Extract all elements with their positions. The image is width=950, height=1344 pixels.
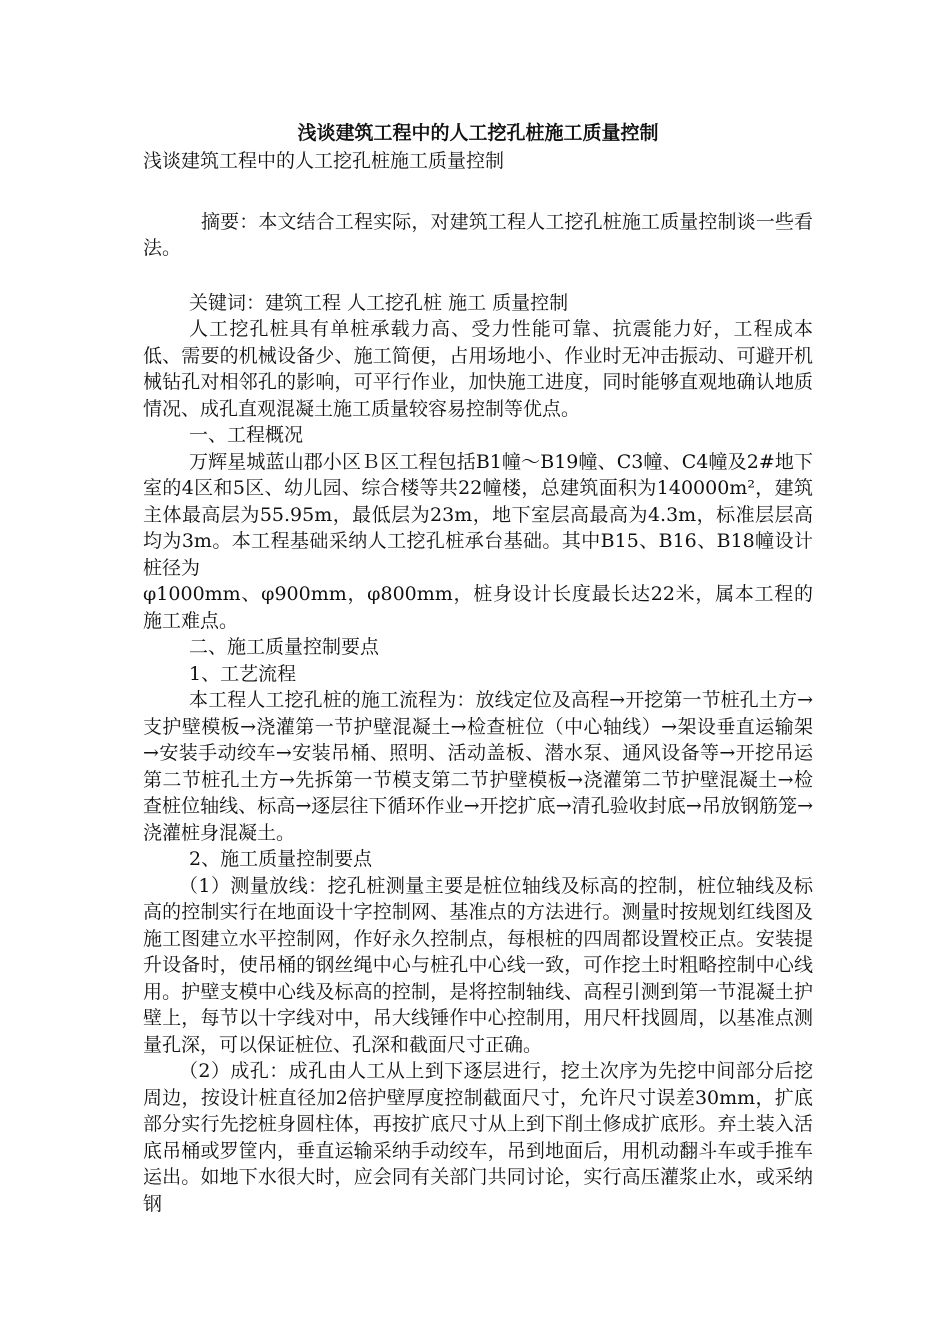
spacer <box>143 262 813 290</box>
document-subtitle: 浅谈建筑工程中的人工挖孔桩施工质量控制 <box>143 150 505 172</box>
section-heading-quality: 二、施工质量控制要点 <box>189 636 380 658</box>
point-survey-paragraph: （1）测量放线：挖孔桩测量主要是桩位轴线及标高的控制，桩位轴线及标高的控制实行在地面设十字控制网、基准点的方法进行。测量时按规划红线图及施工图建立水平控制网，作好永久控制点，每根桩的四周都设置校正点。安装提升设备时，使吊桶的钢丝绳中心与桩孔中心线一致，可作挖土时粗略控制中心线用。护壁支模中心线及标高的控制，是将控制轴线、高程引测到第一节混凝土护壁上，每节以十字线对中，吊大线锤作中心控制用，用尺杆找圆周，以基准点测量孔深，可以保证桩位、孔深和截面尺寸正确。 <box>143 874 813 1056</box>
document-page <box>143 118 813 1217</box>
overview-paragraph-continued: φ1000mm、φ900mm，φ800mm，桩身设计长度最长达22米，属本工程的施工难点。 <box>143 583 813 632</box>
intro-paragraph: 人工挖孔桩具有单桩承载力高、受力性能可靠、抗震能力好，工程成本低、需要的机械设备少、施工简便，占用场地小、作业时无冲击振动、可避开机械钻孔对相邻孔的影响，可平行作业，加快施工进度，同时能够直观地确认地质情况、成孔直观混凝土施工质量较容易控制等优点。 <box>143 318 813 420</box>
subsection-heading-process: 1、工艺流程 <box>189 662 297 685</box>
abstract-paragraph: 摘要：本文结合工程实际，对建筑工程人工挖孔桩施工质量控制谈一些看法。 <box>143 210 813 259</box>
subsection-heading-control: 2、施工质量控制要点 <box>189 848 373 870</box>
keywords-line: 关键词：建筑工程 人工挖孔桩 施工 质量控制 <box>189 291 569 314</box>
section-heading-overview: 一、工程概况 <box>189 424 304 446</box>
overview-paragraph: 万辉星城蓝山郡小区Ｂ区工程包括B1幢～B19幢、C3幢、C4幢及2#地下室的4区和5区、幼儿园、综合楼等共22幢楼，总建筑面积为140000m²，建筑主体最高层为55.95m，最低层为23m，地下室层高最高为4.3m，标准层层高均为3m。本工程基础采纳人工挖孔桩承台基础。其中B15、B16、B18幢设计桩径为 <box>143 450 813 579</box>
spacer <box>143 175 813 209</box>
document-title: 浅谈建筑工程中的人工挖孔桩施工质量控制 <box>297 122 659 144</box>
process-paragraph: 本工程人工挖孔桩的施工流程为：放线定位及高程→开挖第一节桩孔土方→支护壁模板→浇灌第一节护壁混凝土→检查桩位（中心轴线）→架设垂直运输架→安装手动绞车→安装吊桶、照明、活动盖板、潜水泵、通风设备等→开挖吊运第二节桩孔土方→先拆第一节模支第二节护壁模板→浇灌第二节护壁混凝土→检查桩位轴线、标高→逐层往下循环作业→开挖扩底→清孔验收封底→吊放钢筋笼→浇灌桩身混凝土。 <box>143 689 813 844</box>
point-hole-paragraph: （2）成孔：成孔由人工从上到下逐层进行，挖土次序为先挖中间部分后挖周边，按设计桩直径加2倍护壁厚度控制截面尺寸，允许尺寸误差30mm，扩底部分实行先挖桩身圆柱体，再按扩底尺寸从上到下削土修成扩底形。弃土装入活底吊桶或罗筐内，垂直运输采纳手动绞车，吊到地面后，用机动翻斗车或手推车运出。如地下水很大时，应会同有关部门共同讨论，实行高压灌浆止水，或采纳钢 <box>143 1060 813 1215</box>
